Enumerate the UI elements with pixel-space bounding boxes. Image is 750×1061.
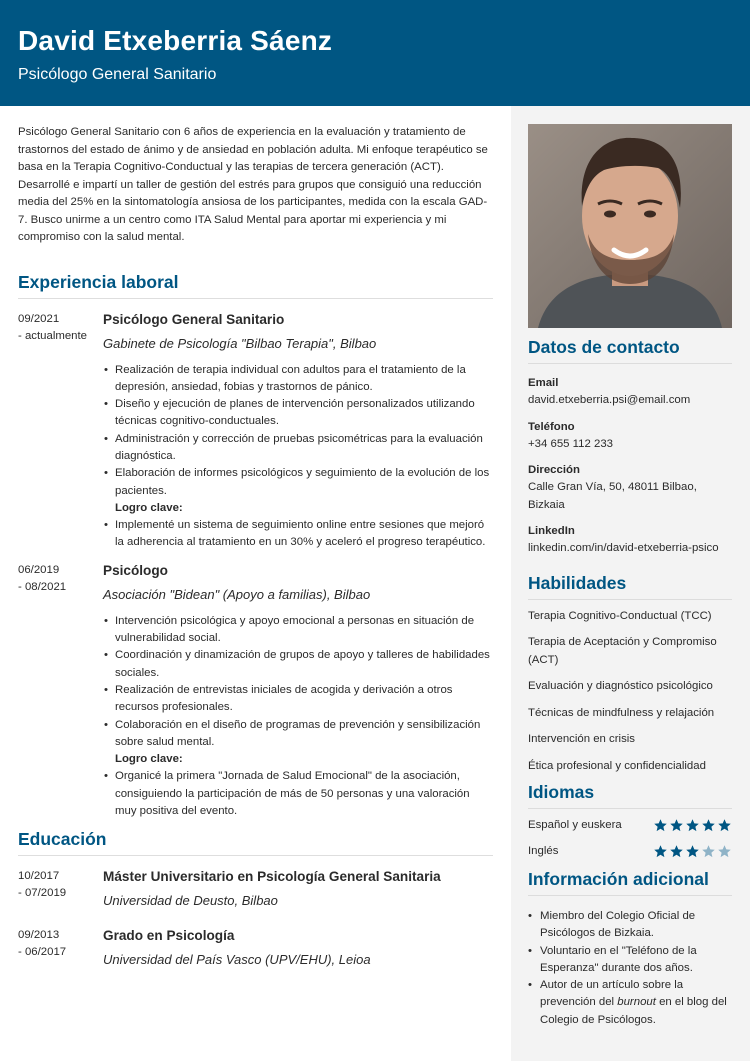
language-name: Inglés xyxy=(528,845,559,857)
achievement-label: Logro clave: xyxy=(115,753,183,766)
skills-title: Habilidades xyxy=(528,572,627,593)
skill-item: Intervención en crisis xyxy=(528,733,635,745)
date-start: 06/2019 xyxy=(18,563,60,576)
divider xyxy=(18,298,493,299)
job-entry xyxy=(18,562,493,821)
text-segment: en el blog del Colegio de Psicólogos. xyxy=(540,996,727,1026)
language-rating xyxy=(653,818,732,833)
education-entry xyxy=(18,927,493,969)
address-line: Calle Gran Vía, 50, 48011 Bilbao, xyxy=(528,481,697,493)
degree-title: Máster Universitario en Psicología General Sanitaria xyxy=(103,869,441,885)
achievement-label: Logro clave: xyxy=(115,501,183,514)
achievement-list xyxy=(103,768,493,820)
contact-title: Datos de contacto xyxy=(528,337,680,357)
list-item xyxy=(528,977,732,1029)
list-item: • Realización de terapia individual con adultos para el tratamiento de la depresión, ansiedad, fobias y trastornos de pánico. xyxy=(103,362,493,397)
list-item: • Intervención psicológica y apoyo emocional a personas en situación de vulnerabilidad social. xyxy=(103,613,493,648)
education-section xyxy=(18,828,493,969)
job-date xyxy=(18,562,103,821)
list-item: • Coordinación y dinamización de grupos de apoyo y talleres de habilidades sociales. xyxy=(103,647,493,682)
profile-photo xyxy=(528,124,732,328)
star-filled-icon xyxy=(669,844,684,859)
job-date xyxy=(18,311,103,552)
languages-title: Idiomas xyxy=(528,782,595,802)
list-item: • Realización de entrevistas iniciales de acogida y derivación a otros recursos profesionales. xyxy=(103,682,493,717)
date-end: - 08/2021 xyxy=(18,580,67,593)
list-item: • Voluntario en el "Teléfono de la Esperanza" durante dos años. xyxy=(528,943,732,978)
star-filled-icon xyxy=(685,844,700,859)
additional-title: Información adicional xyxy=(528,869,709,889)
star-filled-icon xyxy=(653,844,668,859)
job-title: Psicólogo xyxy=(103,562,168,578)
date-end: - actualmente xyxy=(18,329,88,342)
date-end: - 06/2017 xyxy=(18,946,67,959)
job-bullets xyxy=(103,613,493,751)
list-item: • Diseño y ejecución de planes de intervención personalizados utilizando técnicas cognitivo-conductuales. xyxy=(103,396,493,431)
job-title: Psicólogo General Sanitario xyxy=(103,311,285,327)
divider xyxy=(528,363,732,364)
skill-item: Ética profesional y confidencialidad xyxy=(528,759,706,772)
experience-title: Experiencia laboral xyxy=(18,271,179,292)
list-item: • Organicé la primera "Jornada de Salud Emocional" de la asociación, consiguiendo la participación de más de 50 personas y una valoración muy positiva del evento. xyxy=(103,768,493,820)
job-company: Gabinete de Psicología "Bilbao Terapia", Bilbao xyxy=(103,335,377,351)
emphasized-text: burnout xyxy=(617,996,656,1009)
sidebar xyxy=(511,106,750,1061)
additional-list xyxy=(528,908,732,1029)
linkedin-label: LinkedIn xyxy=(528,525,575,537)
star-filled-icon xyxy=(717,818,732,833)
list-item: • Implementé un sistema de seguimiento online entre sesiones que mejoró la adherencia al tratamiento en un 30% y aceleró el progreso terapéutico. xyxy=(103,517,493,552)
star-filled-icon xyxy=(701,818,716,833)
experience-section xyxy=(18,271,493,821)
date-start: 09/2021 xyxy=(18,312,60,325)
language-row xyxy=(528,817,732,834)
linkedin-value[interactable]: linkedin.com/in/david-etxeberria-psico xyxy=(528,542,719,554)
list-item: • Elaboración de informes psicológicos y seguimiento de la evolución de los pacientes. xyxy=(103,465,493,500)
date-start: 09/2013 xyxy=(18,929,60,942)
skill-item: Técnicas de mindfulness y relajación xyxy=(528,706,715,719)
skills-section xyxy=(528,572,732,776)
divider xyxy=(528,808,732,809)
divider xyxy=(528,599,732,600)
email-value[interactable]: david.etxeberria.psi@email.com xyxy=(528,394,691,406)
address-line: Bizkaia xyxy=(528,498,565,511)
skill-item: Terapia de Aceptación y Compromiso (ACT) xyxy=(528,636,717,666)
list-item: • Colaboración en el diseño de programas de prevención y sensibilización sobre salud mental. xyxy=(103,717,493,752)
education-title: Educación xyxy=(18,829,107,850)
contact-section xyxy=(528,336,732,558)
skill-item: Evaluación y diagnóstico psicológico xyxy=(528,680,713,692)
star-empty-icon xyxy=(717,844,732,859)
phone-label: Teléfono xyxy=(528,420,575,433)
list-item: • Administración y corrección de pruebas psicométricas para la evaluación diagnóstica. xyxy=(103,431,493,466)
education-date xyxy=(18,868,103,910)
degree-title: Grado en Psicología xyxy=(103,928,235,944)
person-photo-icon xyxy=(528,124,732,328)
education-entry xyxy=(18,868,493,910)
job-entry xyxy=(18,311,493,552)
list-item: • Miembro del Colegio Oficial de Psicólogos de Bizkaia. xyxy=(528,908,732,943)
skill-item: Terapia Cognitivo-Conductual (TCC) xyxy=(528,609,712,622)
school-name: Universidad del País Vasco (UPV/EHU), Leioa xyxy=(103,952,371,968)
language-name: Español y euskera xyxy=(528,819,622,831)
main-column xyxy=(0,106,511,969)
job-company: Asociación "Bidean" (Apoyo a familias), Bilbao xyxy=(103,586,371,602)
address-label: Dirección xyxy=(528,464,580,476)
full-name: David Etxeberria Sáenz xyxy=(18,25,333,56)
phone-value[interactable]: +34 655 112 233 xyxy=(528,437,613,450)
languages-section xyxy=(528,781,732,860)
star-empty-icon xyxy=(701,844,716,859)
divider xyxy=(18,855,493,856)
achievement-list xyxy=(103,517,493,552)
date-end: - 07/2019 xyxy=(18,887,67,900)
star-filled-icon xyxy=(685,818,700,833)
language-rating xyxy=(653,844,732,859)
profile-summary: Psicólogo General Sanitario con 6 años de experiencia en la evaluación y tratamiento de trastornos del estado de ánimo y de ansiedad en población adulta. Mi enfoque terapéutico se basa en la Terapia Cognitivo-Conductual y las terapias de tercera generación (ACT). Desarrollé e impartí un taller de gestión del estrés para grupos que consiguió una reducción media del 25% en la sintomatología ansiosa de los participantes, medida con la escala GAD-7. Busco unirme a un centro como ITA Salud Mental para aportar mi experiencia y mi compromiso con la salud mental. xyxy=(18,126,488,243)
star-filled-icon xyxy=(669,818,684,833)
education-date xyxy=(18,927,103,969)
divider xyxy=(528,895,732,896)
additional-section xyxy=(528,868,732,1029)
header xyxy=(0,0,750,106)
date-start: 10/2017 xyxy=(18,870,60,883)
job-role: Psicólogo General Sanitario xyxy=(18,66,217,83)
language-row xyxy=(528,843,732,860)
job-bullets xyxy=(103,362,493,500)
school-name: Universidad de Deusto, Bilbao xyxy=(103,893,278,909)
email-label: Email xyxy=(528,377,559,389)
text-segment: Autor de un artículo sobre la prevención del xyxy=(540,979,684,1009)
star-filled-icon xyxy=(653,818,668,833)
